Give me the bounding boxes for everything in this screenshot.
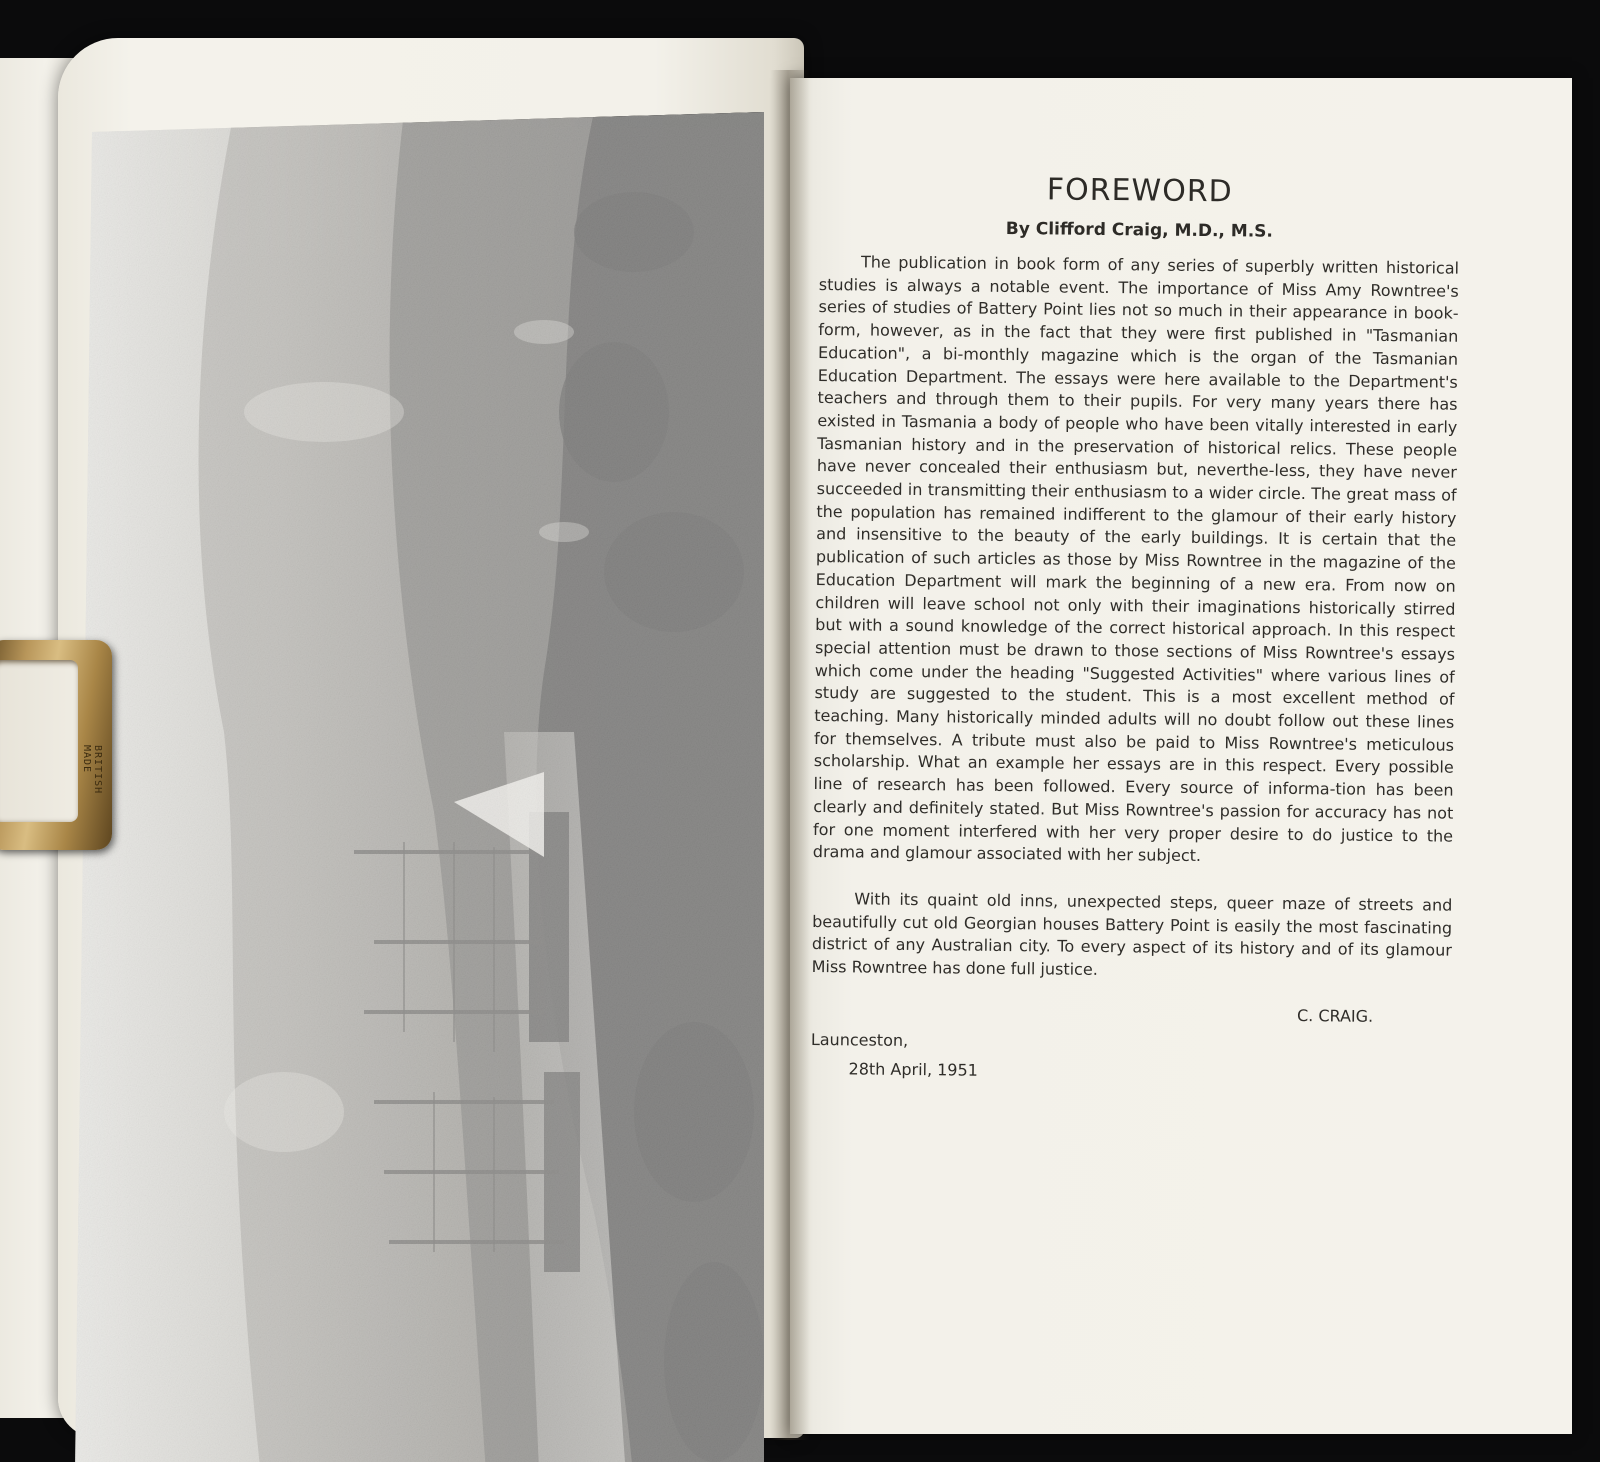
- plate-illustration: [74, 112, 764, 1462]
- book-gutter: [770, 70, 810, 1440]
- foreword-paragraph-2: With its quaint old inns, unexpected steps, queer maze of streets and beautifully cut old Georgian houses Battery Point is easily the most fascinating district of any Australian city. To every aspect of its history and of its glamour Miss Rowntree has done full justice.: [811, 889, 1453, 980]
- foreword-byline: By Clifford Craig, M.D., M.S.: [1005, 218, 1274, 242]
- foreword-text-block: [810, 170, 1459, 1084]
- foreword-signature: C. CRAIG.: [1296, 1005, 1374, 1026]
- clip-opening: [0, 660, 78, 822]
- plate-image: [74, 112, 764, 1462]
- foreword-title: FOREWORD: [1046, 172, 1233, 210]
- clip-stamp-text: BRITISH MADE: [81, 745, 103, 795]
- foreword-date: 28th April, 1951: [848, 1059, 979, 1080]
- foreword-place: Launceston,: [810, 1029, 909, 1050]
- foreword-paragraph-1: The publication in book form of any series of superbly written historical studies is always a notable event. The importance of Miss Amy Rowntree's series of studies of Battery Point lies not so much in their appearance in book-form, however, as in the fact that they were first published in "Tasmanian Education", a bi-monthly magazine which is the organ of the Tasmanian Education Department. The essays were here available to the Department's teachers and through them to their pupils. For very many years there has existed in Tasmania a body of people who have been vitally interested in early Tasmanian history and in the preservation of historical relics. These people have never concealed their enthusiasm but, neverthe-less, they have never succeeded in transmitting their enthusiasm to a wider circle. The great mass of the population has remained indifferent to the glamour of their early history and insensitive to the beauty of the early buildings. It is certain that the publication of such articles as those by Miss Rowntree in the magazine of the Education Department will mark the beginning of a new era. From now on children will leave school not only with their imaginations historically stirred but with a sound knowledge of the correct historical approach. In this respect special attention must be drawn to those sections of Miss Rowntree's essays which come under the heading "Suggested Activities" where various lines of study are suggested to the student. This is a most excellent method of teaching. Many historically minded adults will no doubt follow out these lines for themselves. A tribute must also be paid to Miss Rowntree's meticulous scholarship. What an example her essays are in this respect. Every possible line of research has been followed. Every source of informa-tion has been clearly and definitely stated. But Miss Rowntree's passion for accuracy has not for one moment interfered with her very proper desire to do justice to the drama and glamour associated with her subject.: [812, 252, 1460, 866]
